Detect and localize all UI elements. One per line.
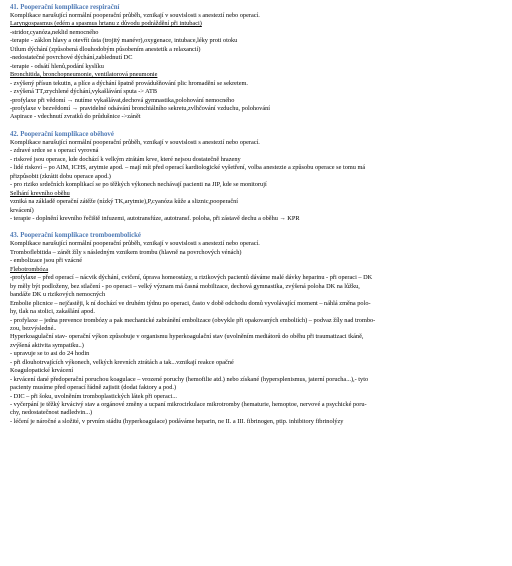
text-line: krvácení) [10,206,34,214]
text-line: vzniká na základě operační zátěže (nízký TK,arytmie),P,cyanóza kůže a sliznic,pooperační [10,198,239,206]
text-line: - embolizace jsou při vzácné [10,257,83,265]
text-line: přizpůsobit (zkrátit dobu operace apod.) [10,172,111,180]
text-line: Flebotrombóza [10,265,49,273]
section-spacer [10,122,504,130]
text-line: bandáže DK u rizikových nemocných [10,291,106,299]
text-line: - pro riziko srdečních komplikací se po těžkých výkonech nechávají pacienti na JIP, kde se monitorují [10,181,267,189]
text-line: - léčení je náročné a složité, v prvním stádiu (hyperkoagulace) podáváme heparin, ne II. a III. fibrinogen, ptip. inhibitory fibrinolýzy [10,417,344,425]
text-line: Embolie plicnice – nejčastěji, k ní dochází ve druhém týdnu po operaci, často v době odchodu domů vyvolávající moment – náhlá změna polo- [10,299,371,307]
text-line: zvýšená aktivita sympatiku..) [10,341,84,349]
text-line: Koagulopatické krvácení [10,367,74,375]
text-line: -stridor,cyanóza,neklid nemocného [10,28,99,36]
text-line: - lidé riskoví – po AIM, ICHS, arytmie apod. – mají mít před operací kardiologické vyšetření, volba anestezie a způsobu operace se tomu má [10,164,366,172]
section-spacer [10,223,504,231]
text-line: Komplikace narušující normální pooperační průběh, vznikají v souvislosti s anestezií nebo operací. [10,240,260,248]
text-line: -terapie - záklon hlavy a otevřít ústa (trojitý manévr),oxygenace, intubace,léky proti otoku [10,37,238,45]
text-line: pacienty musíme před operací řádně zajistit (dodat faktory a pod.) [10,384,177,392]
text-line: Komplikace narušující normální pooperační průběh, vznikají v souvislosti s anestezií nebo operací. [10,138,260,146]
text-line: - DIC – při šoku, uvolněním tromboplastických látek při operaci... [10,392,178,400]
text-line: -profylaxe v bezvědomí → pravidelné odsávání bronchiálního sekretu,zvlhčování vzduchu, polohování [10,104,271,112]
text-line: by měly být podloženy, bez stlačení - po operaci – velký význam má časná mobilizace, dechová gymnastika, zvýšená poloha DK na lůžku, [10,282,360,290]
text-line: Bronchitida, bronchopneumonie, ventilatorová pneumonie [10,71,158,79]
text-line: -profylaxe – před operací – nácvik dýchání, cvičení, úprava homeostázy, u rizikových pacientů dáváme malé dávky heparinu - při operaci – DK [10,274,373,282]
text-line: Laryngospasmus (edém a spasmus hrtanu z důvodu podráždění při intubaci) [10,20,202,28]
section-heading: 42. Pooperační komplikace oběhové [10,130,114,138]
text-line: Komplikace narušující normální pooperační průběh, vznikají v souvislosti s anestezií nebo operací. [10,12,260,19]
text-line: zou, bezvýsledné.. [10,324,57,332]
text-line: Selhání krevního oběhu [10,189,70,197]
text-line: - upravuje se to asi do 24 hodin [10,350,90,358]
text-line: -profylaxe při vědomí → nutíme vykašlávat,dechová gymnastika,polohování nemocného [10,96,235,104]
text-line: -nedostatečné povrchové dýchání,zablednutí DC [10,54,133,62]
text-line: - vyčerpání je těžký krvácivý stav a orgánové změny a ucpaní mikrocirkulace mikrotromby (hematurie, hemoptoe, nervové a psychické poru- [10,401,367,409]
text-line: Tromboflebitida – zánět žíly s následným vznikem trombu (hlavně na povrchových vénách) [10,248,242,256]
text-line: -terapie - odsátí hlenů,podání kyslíku [10,62,104,70]
text-line: - riskové jsou operace, kde dochází k velkým ztrátám krve, které nejsou dostatečně hrazeny [10,155,241,163]
section-obehove [10,130,504,224]
text-line: Hyperkoagulační stav- operační výkon způsobuje v organismu hyperkoagulační stav (uvolněním mediátorů do oběhu při traumatizaci tkáně, [10,333,364,341]
text-line: - při dlouhotrvajících výkonech, velkých krevních ztrátách a tak...vznikají reakce opačné [10,358,234,366]
text-line: - terapie - doplnění krevního řečiště infuzemi, autotransfúze, autotransf. poloha, při zástavě dechu a oběhu → KPR [10,214,300,222]
text-line: chy, nedostatečnost nadledvin...) [10,409,93,417]
text-line: - zdravé srdce se s operací vyrovná [10,147,99,155]
text-line: - krvácení dané předoperační poruchou koagulace – vrozené poruchy (hemofilie atd.) nebo získané (hypersplenismus, jaterní porucha...),- tyto [10,375,369,383]
text-line: - zvýšený přísun tekutin, a plíce a dýchání špatně provádušňování plic hromadění se sekretem. [10,79,248,87]
text-line: Útlum dýchání (způsobená dlouhodobým působením anestetik a relaxancií) [10,45,201,53]
text-line: hy, tlak na stolici, zakašlání apod. [10,308,95,316]
section-heading: 43. Pooperační komplikace tromboembolické [10,232,141,240]
text-line: - zvýšená TT,zrychlené dýchání,vykašlávání sputa -> ATB [10,88,158,96]
section-respiracni [10,3,504,122]
section-heading: 41. Pooperační komplikace respirační [10,4,120,11]
text-line: - profylaxe – jedna prevence trombózy a pak mechanické zabránění embolizace (obvykle při opakovaných emboliích) – podvaz žíly nad trombo- [10,316,376,324]
text-line: Aspirace - vdechnutí zvratků do průdušnice ->zánět [10,113,141,121]
section-tromboembolicke [10,231,504,426]
